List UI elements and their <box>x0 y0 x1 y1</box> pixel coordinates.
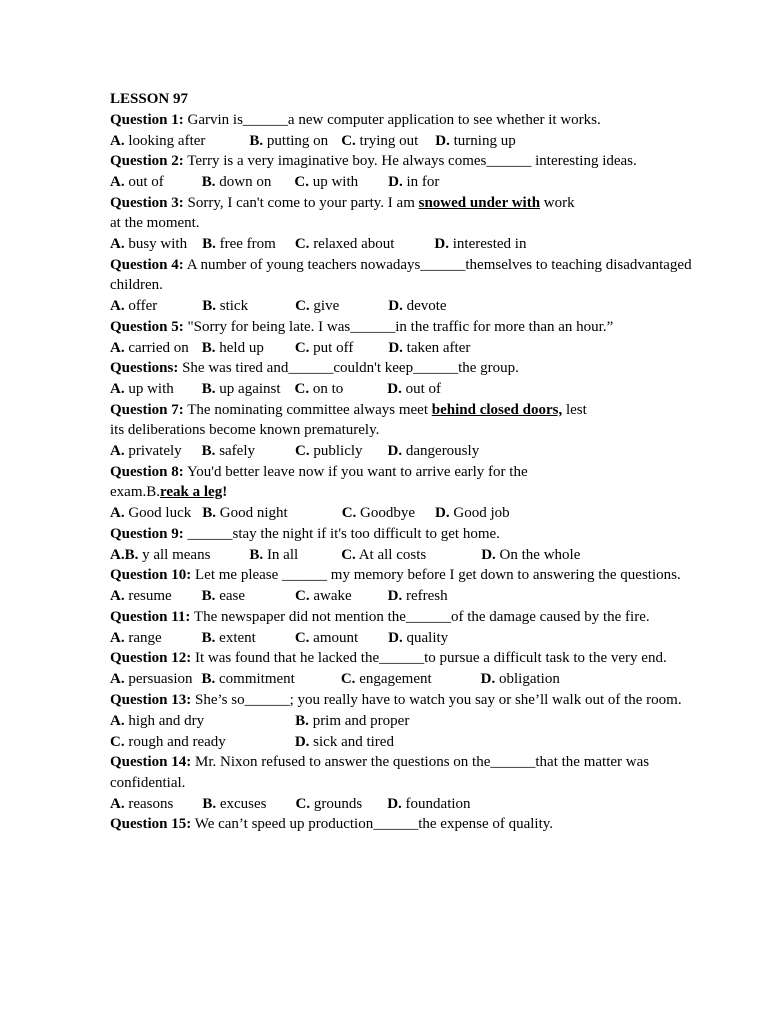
question-body: Let me please ______ my memory before I get down to answering the questions. <box>195 567 681 583</box>
question-text <box>110 110 700 131</box>
option-text: refresh <box>402 588 448 604</box>
answer-option <box>249 131 328 152</box>
answer-option <box>434 234 526 255</box>
answer-option <box>341 669 432 690</box>
option-letter: D. <box>294 733 310 750</box>
answer-option <box>202 669 295 690</box>
answer-option <box>110 296 157 317</box>
option-text: relaxed about <box>309 236 395 252</box>
option-text: offer <box>124 298 158 314</box>
option-letter: A. <box>110 339 125 356</box>
option-letter: B. <box>295 712 309 729</box>
option-letter: A. <box>110 236 125 252</box>
answer-option <box>110 545 210 566</box>
option-letter: A. <box>110 132 125 149</box>
question-block <box>110 400 700 462</box>
option-text: high and dry <box>124 712 205 729</box>
option-letter: A. <box>110 671 125 687</box>
question-body: It was found that he lacked the______to pursue a difficult task to the very end. <box>195 650 667 666</box>
answer-option <box>110 669 193 690</box>
underlined-phrase: snowed under with <box>418 194 541 211</box>
option-text: In all <box>263 546 299 563</box>
option-letter: B. <box>249 546 264 563</box>
option-text: devote <box>402 298 447 314</box>
answer-option <box>388 628 448 649</box>
question-block <box>110 317 700 359</box>
option-text: excuses <box>216 795 267 812</box>
option-letter: B. <box>201 588 216 604</box>
answer-option <box>110 338 189 359</box>
question-body: exam.B. <box>110 484 160 500</box>
option-letter: C. <box>341 505 357 521</box>
option-text: At all costs <box>355 546 427 563</box>
option-letter: B. <box>249 132 264 149</box>
question-body: A number of young teachers nowadays______themselves to teaching disadvantaged children. <box>110 256 692 293</box>
question-body: Garvin is______a new computer application to see whether it works. <box>187 111 601 128</box>
answer-option <box>388 338 470 359</box>
underlined-phrase: behind closed doors, <box>431 401 563 418</box>
option-letter: A. <box>110 712 125 729</box>
options-row <box>110 669 700 690</box>
option-text: resume <box>124 588 172 604</box>
option-letter: A. <box>110 174 125 190</box>
question-block <box>110 193 700 255</box>
question-text <box>110 565 700 586</box>
answer-option <box>202 379 281 400</box>
option-letter: D. <box>388 629 403 646</box>
option-letter: D. <box>435 505 450 521</box>
option-text: publicly <box>309 443 363 459</box>
option-letter: B. <box>201 629 216 646</box>
option-letter: B. <box>201 671 216 687</box>
question-body: We can’t speed up production______the expense of quality. <box>194 816 554 832</box>
option-text: commitment <box>215 671 295 687</box>
answer-option <box>295 338 353 359</box>
option-letter: D. <box>387 795 402 812</box>
option-text: up against <box>215 381 281 397</box>
answer-option <box>435 131 515 152</box>
question-block <box>110 690 700 753</box>
question-body: The nominating committee always meet <box>187 401 432 418</box>
question-block <box>110 607 700 649</box>
option-text: give <box>309 298 340 314</box>
option-text: On the whole <box>495 546 581 563</box>
question-block <box>110 255 700 317</box>
option-text: rough and ready <box>124 733 226 750</box>
question-text <box>110 317 700 338</box>
options-row <box>110 441 700 462</box>
options-row <box>110 731 700 752</box>
option-text: Good luck <box>124 505 192 521</box>
answer-option <box>202 172 272 193</box>
question-block <box>110 524 700 566</box>
question-body: The newspaper did not mention the______of the damage caused by the fire. <box>193 608 650 625</box>
question-block <box>110 151 700 193</box>
answer-option <box>202 586 245 607</box>
question-text <box>110 462 700 503</box>
option-letter: A. <box>110 443 125 459</box>
options-row <box>110 710 700 731</box>
option-text: safely <box>215 443 256 459</box>
options-row <box>110 793 700 814</box>
question-block <box>110 462 700 524</box>
option-letter: B. <box>202 236 216 252</box>
option-letter: D. <box>435 132 450 149</box>
question-body: lest <box>562 401 587 418</box>
option-text: stick <box>215 298 249 314</box>
answer-option <box>296 794 363 815</box>
option-text: amount <box>309 629 359 646</box>
option-text: turning up <box>449 132 516 149</box>
answer-option <box>110 131 205 152</box>
option-text: in for <box>402 174 440 190</box>
option-letter: B. <box>202 298 216 314</box>
question-number: Question 12: <box>110 650 192 666</box>
question-number: Question 2: <box>110 153 184 169</box>
option-text: grounds <box>310 795 363 812</box>
question-body: its deliberations become known prematurely. <box>110 422 380 438</box>
question-number: Question 1: <box>110 111 184 128</box>
question-text <box>110 400 700 441</box>
option-text: reasons <box>124 795 174 812</box>
question-number: Questions: <box>110 360 179 376</box>
option-text: dangerously <box>402 443 480 459</box>
question-number: Question 3: <box>110 194 184 211</box>
answer-option <box>110 441 182 462</box>
answer-option <box>295 628 358 649</box>
option-text: up with <box>308 174 359 190</box>
option-text: quality <box>402 629 449 646</box>
answer-option <box>481 669 560 690</box>
answer-option <box>341 545 426 566</box>
option-letter: C. <box>295 443 310 459</box>
answer-option <box>202 296 248 317</box>
option-letter: A. <box>110 298 125 314</box>
option-letter: B. <box>201 339 216 356</box>
question-number: Question 8: <box>110 463 184 480</box>
question-text <box>110 607 700 628</box>
options-row <box>110 234 700 255</box>
option-letter: B. <box>202 795 217 812</box>
question-number: Question 4: <box>110 256 184 273</box>
question-number: Question 13: <box>110 691 192 708</box>
question-number: Question 14: <box>110 754 192 770</box>
option-text: range <box>124 629 162 646</box>
question-body: Sorry, I can't come to your party. I am <box>187 194 419 211</box>
question-list <box>110 110 700 835</box>
option-text: Goodbye <box>356 505 416 521</box>
answer-option <box>295 296 339 317</box>
option-text: sick and tired <box>309 733 394 750</box>
answer-option <box>295 732 394 753</box>
answer-option <box>388 586 448 607</box>
option-text: ease <box>215 588 245 604</box>
answer-option <box>387 794 470 815</box>
options-row <box>110 544 700 565</box>
question-body: ______stay the night if it's too difficult to get home. <box>187 525 500 542</box>
option-text: looking after <box>124 132 206 149</box>
question-body: work <box>540 194 575 211</box>
question-text <box>110 752 700 793</box>
answer-option <box>295 441 363 462</box>
option-letter: D. <box>481 546 496 563</box>
option-letter: D. <box>387 443 403 459</box>
question-block <box>110 565 700 607</box>
question-block <box>110 752 700 814</box>
option-letter: C. <box>341 546 356 563</box>
option-letter: D. <box>388 174 403 190</box>
answer-option <box>295 234 395 255</box>
option-letter: D. <box>434 236 449 252</box>
option-letter: B. <box>201 174 216 190</box>
option-letter: B. <box>202 505 217 521</box>
option-letter: D. <box>388 298 403 314</box>
answer-option <box>110 628 162 649</box>
answer-option <box>388 441 480 462</box>
option-letter: A. <box>110 629 125 646</box>
lesson-content <box>110 89 700 835</box>
question-text <box>110 648 700 669</box>
answer-option <box>202 794 266 815</box>
option-letter: C. <box>294 629 310 646</box>
question-block <box>110 110 700 152</box>
option-text: carried on <box>124 339 189 356</box>
answer-option <box>295 586 352 607</box>
option-text: privately <box>124 443 182 459</box>
option-text: busy with <box>124 236 188 252</box>
option-text: persuasion <box>124 671 193 687</box>
option-letter: D. <box>387 381 402 397</box>
option-text: held up <box>215 339 264 356</box>
option-text: Good night <box>216 505 288 521</box>
question-text <box>110 151 700 172</box>
answer-option <box>388 172 439 193</box>
question-body: Mr. Nixon refused to answer the questions on the______that the matter was confidential. <box>110 754 650 791</box>
option-text: putting on <box>263 132 329 149</box>
option-letter: C. <box>294 236 310 252</box>
option-text: foundation <box>401 795 471 812</box>
answer-option <box>110 379 174 400</box>
option-letter: C. <box>110 733 125 750</box>
options-row <box>110 296 700 317</box>
option-text: free from <box>215 236 276 252</box>
option-text: down on <box>215 174 272 190</box>
options-row <box>110 503 700 524</box>
answer-option <box>202 503 287 524</box>
question-body: She was tired and______couldn't keep______the group. <box>182 360 519 376</box>
answer-option <box>110 586 172 607</box>
question-text <box>110 193 700 234</box>
option-text: obligation <box>495 671 560 687</box>
answer-option <box>202 441 255 462</box>
option-text: prim and proper <box>308 712 410 729</box>
option-text: up with <box>124 381 174 397</box>
question-text <box>110 690 700 711</box>
answer-option <box>110 503 191 524</box>
answer-option <box>202 338 264 359</box>
options-row <box>110 172 700 193</box>
question-body: Terry is a very imaginative boy. He always comes______ interesting ideas. <box>187 153 637 169</box>
option-letter: A. <box>110 505 125 521</box>
answer-option <box>202 628 256 649</box>
question-number: Question 10: <box>110 567 192 583</box>
option-text: out of <box>401 381 442 397</box>
option-text: put off <box>309 339 354 356</box>
option-letter: A.B. <box>110 546 139 563</box>
answer-option <box>110 234 187 255</box>
underlined-phrase: reak a leg <box>160 484 223 500</box>
options-row <box>110 627 700 648</box>
option-letter: A. <box>110 588 125 604</box>
option-letter: D. <box>388 339 403 356</box>
answer-option <box>294 172 358 193</box>
option-text: interested in <box>449 236 527 252</box>
answer-option <box>295 379 344 400</box>
answer-option <box>481 545 580 566</box>
option-text: engagement <box>355 671 432 687</box>
question-number: Question 9: <box>110 525 184 542</box>
option-text: y all means <box>138 546 211 563</box>
options-row <box>110 337 700 358</box>
question-block <box>110 358 700 400</box>
answer-option <box>110 172 164 193</box>
option-letter: D. <box>387 588 403 604</box>
question-text <box>110 358 700 379</box>
options-row <box>110 379 700 400</box>
bold-text: ! <box>222 484 228 500</box>
option-text: trying out <box>355 132 419 149</box>
question-body: at the moment. <box>110 215 200 231</box>
options-row <box>110 130 700 151</box>
option-text: taken after <box>402 339 471 356</box>
question-body: "Sorry for being late. I was______in the traffic for more than an hour.” <box>187 318 614 335</box>
option-letter: C. <box>294 174 309 190</box>
option-letter: C. <box>341 132 356 149</box>
option-letter: A. <box>110 381 125 397</box>
question-number: Question 7: <box>110 401 184 418</box>
option-letter: B. <box>201 443 216 459</box>
question-block <box>110 648 700 690</box>
question-text <box>110 255 700 296</box>
question-body: She’s so______; you really have to watch you say or she’ll walk out of the room. <box>195 691 682 708</box>
option-text: Good job <box>449 505 510 521</box>
answer-option <box>388 296 446 317</box>
option-letter: D. <box>480 671 496 687</box>
option-letter: C. <box>294 381 310 397</box>
answer-option <box>387 379 441 400</box>
answer-option <box>249 545 298 566</box>
option-letter: C. <box>295 588 310 604</box>
option-letter: C. <box>340 671 356 687</box>
option-text: extent <box>215 629 256 646</box>
answer-option <box>110 711 204 732</box>
option-letter: C. <box>294 339 310 356</box>
option-letter: A. <box>110 795 125 812</box>
question-number: Question 11: <box>110 608 191 625</box>
option-text: out of <box>124 174 164 190</box>
answer-option <box>295 711 409 732</box>
question-number: Question 15: <box>110 816 192 832</box>
answer-option <box>110 794 173 815</box>
answer-option <box>342 503 415 524</box>
option-letter: C. <box>295 795 311 812</box>
question-body: You'd better leave now if you want to arrive early for the <box>186 463 528 480</box>
option-letter: B. <box>201 381 216 397</box>
options-row <box>110 586 700 607</box>
option-text: awake <box>309 588 352 604</box>
question-number: Question 5: <box>110 318 184 335</box>
answer-option <box>110 732 226 753</box>
question-block <box>110 814 700 835</box>
option-text: on to <box>309 381 344 397</box>
option-letter: C. <box>295 298 310 314</box>
question-text <box>110 814 700 835</box>
answer-option <box>202 234 276 255</box>
lesson-title: LESSON 97 <box>110 91 188 107</box>
answer-option <box>435 503 510 524</box>
answer-option <box>341 131 418 152</box>
question-text <box>110 524 700 545</box>
